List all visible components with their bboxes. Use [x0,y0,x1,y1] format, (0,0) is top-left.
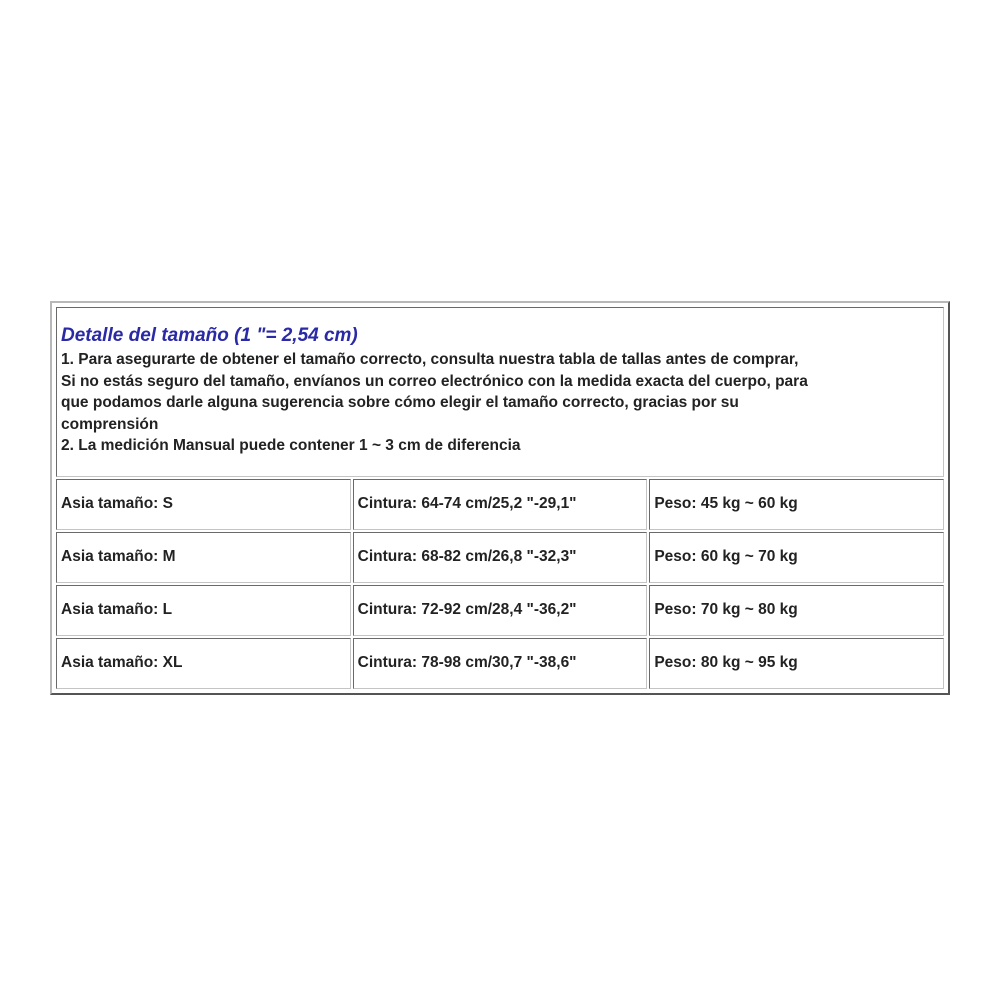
waist-cell: Cintura: 64-74 cm/25,2 "-29,1" [353,479,648,530]
size-cell: Asia tamaño: M [56,532,351,583]
waist-cell: Cintura: 68-82 cm/26,8 "-32,3" [353,532,648,583]
instruction-line-5: 2. La medición Mansual puede contener 1 ~ 3 cm de diferencia [61,437,521,454]
size-cell: Asia tamaño: S [56,479,351,530]
size-chart-table [54,305,946,691]
header-row [56,307,944,477]
instruction-line-2: Si no estás seguro del tamaño, envíanos un correo electrónico con la medida exacta del cuerpo, para [61,372,808,390]
weight-cell: Peso: 70 kg ~ 80 kg [649,585,944,636]
size-chart-panel [50,301,950,695]
table-row-xl [56,638,944,689]
weight-cell: Peso: 45 kg ~ 60 kg [649,479,944,530]
header-cell [56,307,944,477]
weight-cell: Peso: 60 kg ~ 70 kg [649,532,944,583]
table-row-m [56,532,944,583]
size-cell: Asia tamaño: XL [56,638,351,689]
waist-cell: Cintura: 72-92 cm/28,4 "-36,2" [353,585,648,636]
size-cell: Asia tamaño: L [56,585,351,636]
instruction-line-1: 1. Para asegurarte de obtener el tamaño correcto, consulta nuestra tabla de tallas antes de comprar, [61,351,799,368]
size-detail-title: Detalle del tamaño (1 "= 2,54 cm) [61,325,358,346]
instruction-line-4: comprensión [61,415,159,433]
table-row-s [56,479,944,530]
instruction-line-3: que podamos darle alguna sugerencia sobre cómo elegir el tamaño correcto, gracias por su [61,394,739,411]
weight-cell: Peso: 80 kg ~ 95 kg [649,638,944,689]
table-row-l [56,585,944,636]
waist-cell: Cintura: 78-98 cm/30,7 "-38,6" [353,638,648,689]
